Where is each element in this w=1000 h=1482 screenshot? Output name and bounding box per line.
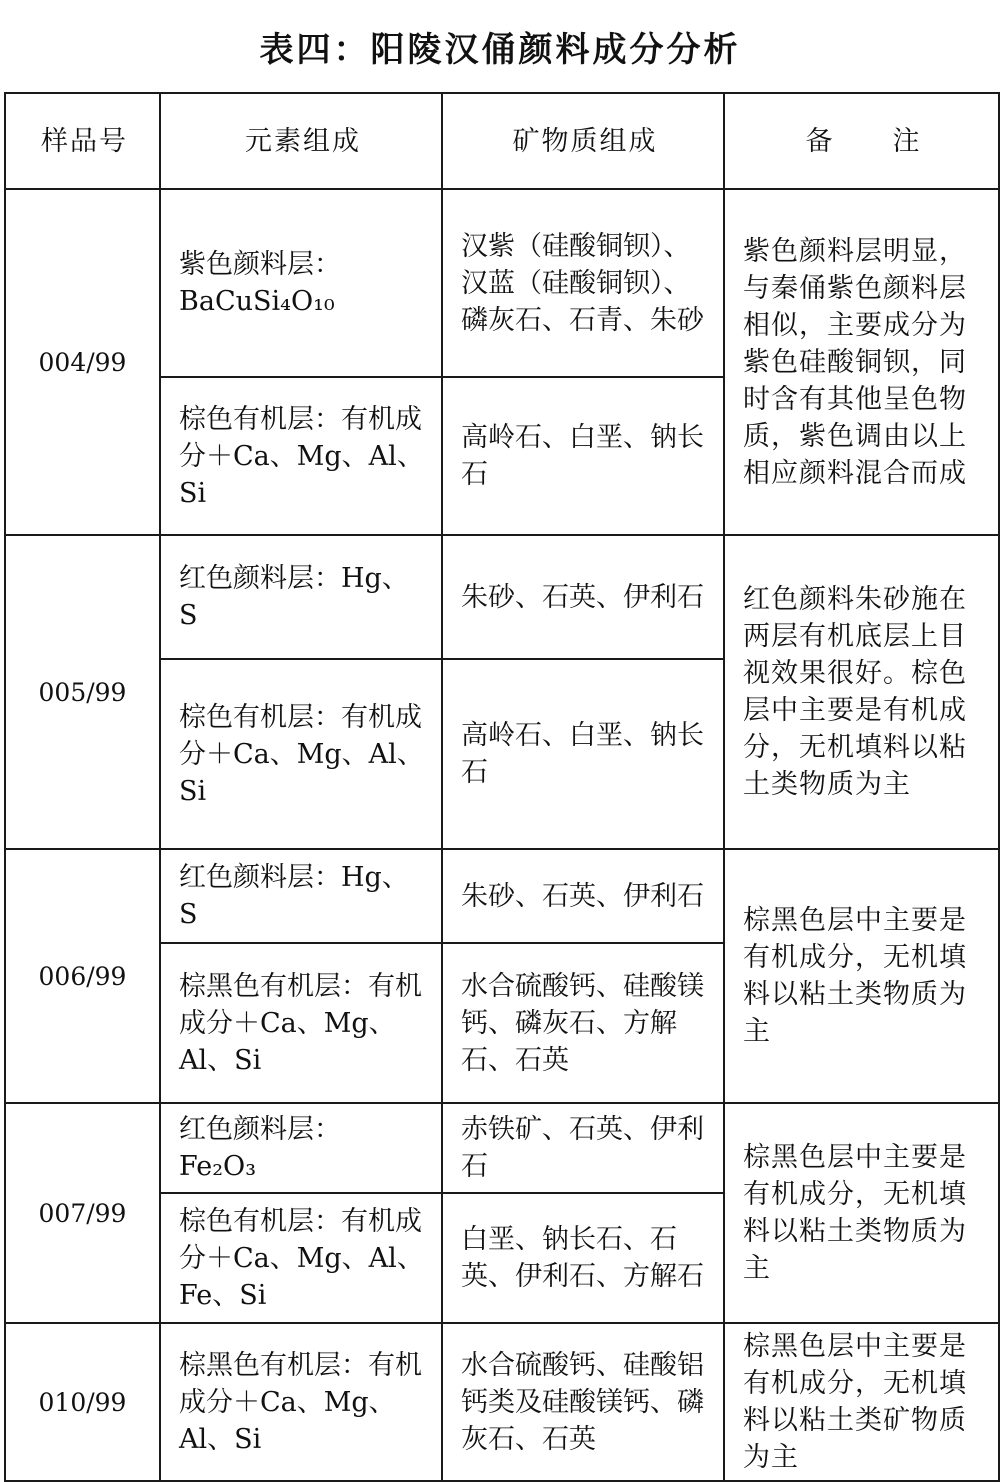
mineral-cell: 朱砂、石英、伊利石 (442, 535, 724, 659)
element-cell: 棕黑色有机层：有机成分＋Ca、Mg、Al、Si (160, 1323, 442, 1481)
mineral-cell: 高岭石、白垩、钠长石 (442, 377, 724, 535)
note-cell: 紫色颜料层明显，与秦俑紫色颜料层相似，主要成分为紫色硅酸铜钡，同时含有其他呈色物质，紫色调由以上相应颜料混合而成 (724, 189, 999, 535)
element-cell: 棕色有机层：有机成分＋Ca、Mg、Al、Fe、Si (160, 1193, 442, 1323)
element-cell: 红色颜料层：Hg、S (160, 849, 442, 943)
mineral-cell: 赤铁矿、石英、伊利石 (442, 1103, 724, 1193)
element-text: 红色颜料层： (179, 1114, 341, 1145)
sample-id: 010/99 (5, 1323, 160, 1481)
table-row (5, 535, 999, 659)
note-cell: 棕黑色层中主要是有机成分，无机填料以粘土类物质为主 (724, 1103, 999, 1323)
element-cell: 棕黑色有机层：有机成分＋Ca、Mg、Al、Si (160, 943, 442, 1103)
table-row (5, 1323, 999, 1481)
header-note: 备 注 (724, 93, 999, 189)
element-cell (160, 189, 442, 377)
pigment-analysis-table (4, 92, 1000, 1482)
element-cell: 红色颜料层：Hg、S (160, 535, 442, 659)
sample-id: 006/99 (5, 849, 160, 1103)
sample-id: 007/99 (5, 1103, 160, 1323)
mineral-cell: 汉紫（硅酸铜钡）、汉蓝（硅酸铜钡）、磷灰石、石青、朱砂 (442, 189, 724, 377)
element-formula: Fe₂O₃ (179, 1151, 257, 1182)
note-cell: 棕黑色层中主要是有机成分，无机填料以粘土类物质为主 (724, 849, 999, 1103)
header-mineral: 矿物质组成 (442, 93, 724, 189)
element-formula: BaCuSi₄O₁₀ (179, 286, 335, 317)
mineral-cell: 朱砂、石英、伊利石 (442, 849, 724, 943)
element-cell: 棕色有机层：有机成分＋Ca、Mg、Al、Si (160, 659, 442, 849)
element-cell: 棕色有机层：有机成分＋Ca、Mg、Al、Si (160, 377, 442, 535)
table-row (5, 1103, 999, 1193)
table-row (5, 189, 999, 377)
table-row (5, 849, 999, 943)
sample-id: 005/99 (5, 535, 160, 849)
table-title: 表四：阳陵汉俑颜料成分分析 (259, 30, 741, 70)
header-row (5, 93, 999, 189)
note-cell: 棕黑色层中主要是有机成分，无机填料以粘土类矿物质为主 (724, 1323, 999, 1481)
header-sample-id: 样品号 (5, 93, 160, 189)
mineral-cell: 白垩、钠长石、石英、伊利石、方解石 (442, 1193, 724, 1323)
mineral-cell: 水合硫酸钙、硅酸镁钙、磷灰石、方解石、石英 (442, 943, 724, 1103)
sample-id: 004/99 (5, 189, 160, 535)
note-cell: 红色颜料朱砂施在两层有机底层上目视效果很好。棕色层中主要是有机成分，无机填料以粘土类物质为主 (724, 535, 999, 849)
mineral-cell: 水合硫酸钙、硅酸铝钙类及硅酸镁钙、磷灰石、石英 (442, 1323, 724, 1481)
header-element: 元素组成 (160, 93, 442, 189)
mineral-cell: 高岭石、白垩、钠长石 (442, 659, 724, 849)
element-text: 紫色颜料层： (179, 249, 341, 280)
element-cell (160, 1103, 442, 1193)
